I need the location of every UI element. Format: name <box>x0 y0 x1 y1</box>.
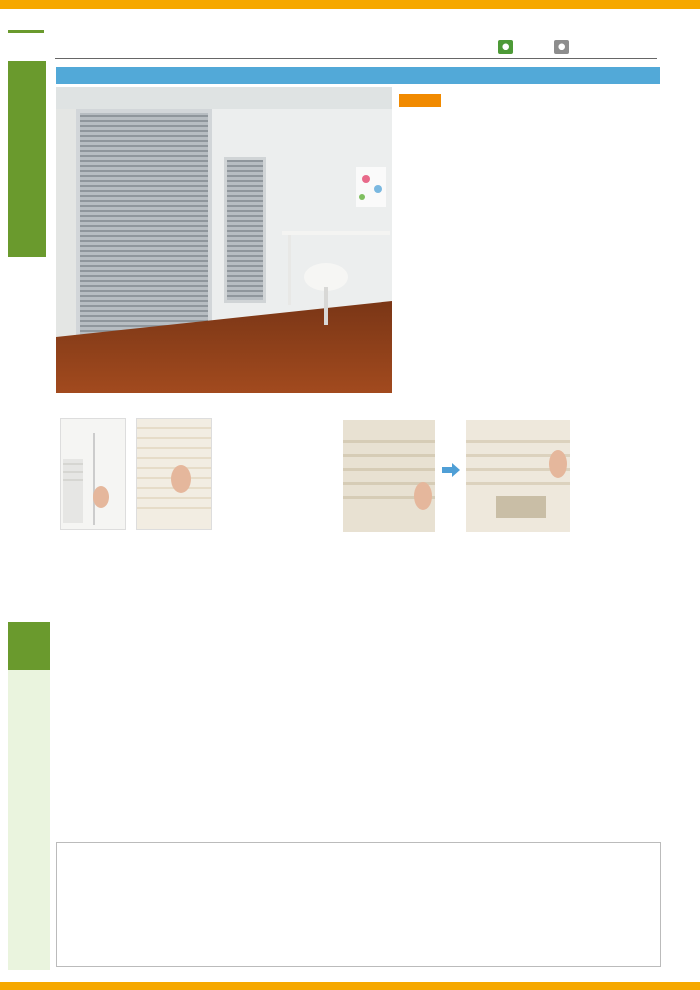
title-rule <box>55 58 657 59</box>
slat-photo-before <box>343 420 435 532</box>
series-bar <box>56 67 660 84</box>
side-active-marker <box>8 622 50 670</box>
top-accent-bar <box>0 0 700 9</box>
onepole-photo <box>60 418 126 530</box>
pole-photo <box>136 418 212 530</box>
side-shade <box>8 670 50 970</box>
room-photo <box>56 87 392 393</box>
shipping-badge: ● <box>498 40 513 54</box>
color-swatch-panel <box>56 842 661 967</box>
slat-photo-after <box>466 420 570 532</box>
install-badge: ● <box>554 40 569 54</box>
arrow-icon <box>442 462 460 476</box>
bottom-accent-bar <box>0 982 700 990</box>
features-tag <box>399 94 441 107</box>
chapter-title-vertical <box>8 61 46 257</box>
